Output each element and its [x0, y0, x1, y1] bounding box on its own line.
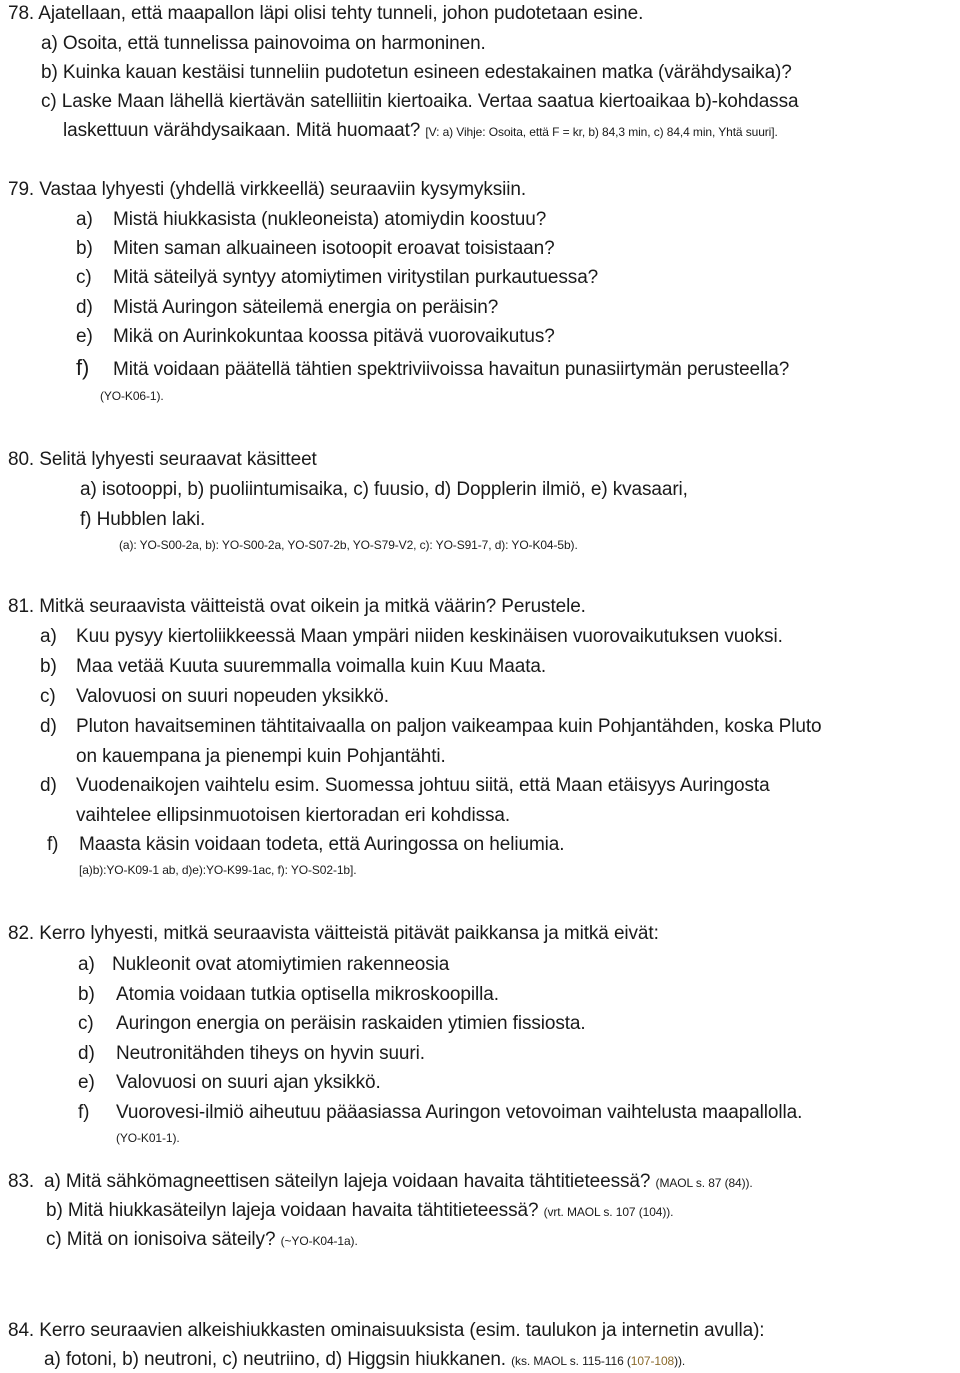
list-item-text: Miten saman alkuaineen isotoopit eroavat toisistaan? [113, 238, 555, 259]
list-item: c) [78, 1013, 94, 1034]
list-item: a) [76, 209, 93, 230]
list-item-text: Atomia voidaan tutkia optisella mikroskoopilla. [116, 984, 499, 1005]
list-item: d) [76, 297, 93, 318]
list-item: c) [40, 686, 56, 707]
list-item: b) [76, 238, 93, 259]
q83-b-ref: (vrt. MAOL s. 107 (104)). [543, 1205, 674, 1219]
q84-ref-pages: 107-108 [630, 1354, 675, 1368]
q83-number: 83. [8, 1171, 35, 1192]
q83-item-a: a) Mitä sähkömagneettisen säteilyn lajeja voidaan havaita tähtitieteessä? (MAOL s. 87 (84)). [44, 1171, 753, 1192]
list-item: b) [78, 984, 95, 1005]
list-item-text: Pluton havaitseminen tähtitaivaalla on paljon vaikeampaa kuin Pohjantähden, koska Pluto [76, 716, 822, 737]
q78-hint: [V: a) Vihje: Osoita, että F = kr, b) 84,3 min, c) 84,4 min, Yhtä suuri]. [425, 125, 778, 139]
q80-ref: (a): YO-S00-2a, b): YO-S00-2a, YO-S07-2b, YO-S79-V2, c): YO-S91-7, d): YO-K04-5b). [119, 538, 578, 552]
list-item: f) [78, 1102, 90, 1123]
q78-title: 78. Ajatellaan, että maapallon läpi olisi tehty tunneli, johon pudotetaan esine. [8, 3, 644, 24]
q83-a-ref: (MAOL s. 87 (84)). [655, 1176, 753, 1190]
q79-ref: (YO-K06-1). [100, 389, 164, 403]
q81-ref: [a)b):YO-K09-1 ab, d)e):YO-K99-1ac, f): YO-S02-1b]. [79, 863, 357, 877]
list-item-text: Valovuosi on suuri ajan yksikkö. [116, 1072, 381, 1093]
list-item-text: Maa vetää Kuuta suuremmalla voimalla kuin Kuu Maata. [76, 656, 547, 677]
q78-item-c2: laskettuun värähdysaikaan. Mitä huomaat? [63, 120, 421, 141]
list-item-text: on kauempana ja pienempi kuin Pohjantähti. [76, 746, 446, 767]
list-item-text: Mistä Auringon säteilemä energia on peräisin? [113, 297, 499, 318]
list-item: d) [78, 1043, 95, 1064]
list-item-text: Vuodenaikojen vaihtelu esim. Suomessa johtuu siitä, että Maan etäisyys Auringosta [76, 775, 770, 796]
q83-item-c: c) Mitä on ionisoiva säteily? (~YO-K04-1a). [46, 1229, 358, 1250]
list-item-text: Nukleonit ovat atomiytimien rakenneosia [112, 954, 450, 975]
q80-line1: a) isotooppi, b) puoliintumisaika, c) fuusio, d) Dopplerin ilmiö, e) kvasaari, [80, 479, 688, 500]
list-item-text: Mikä on Aurinkokuntaa koossa pitävä vuorovaikutus? [113, 326, 555, 347]
list-item-text: Valovuosi on suuri nopeuden yksikkö. [76, 686, 389, 707]
q84-ref: (ks. MAOL s. 115-116 (107-108)). [511, 1354, 686, 1368]
q78-item-b: b) Kuinka kauan kestäisi tunneliin pudotetun esineen edestakainen matka (värähdysaika)? [41, 62, 792, 83]
list-item: c) [76, 267, 92, 288]
list-item: e) [76, 326, 93, 347]
q78-item-c-cont [63, 119, 778, 144]
list-item-text: Kuu pysyy kiertoliikkeessä Maan ympäri niiden keskinäisen vuorovaikutuksen vuoksi. [76, 626, 783, 647]
q79-title: 79. Vastaa lyhyesti (yhdellä virkkeellä) seuraaviin kysymyksiin. [8, 179, 527, 200]
list-item-text: Vuorovesi-ilmiö aiheutuu pääasiassa Auringon vetovoiman vaihtelusta maapallolla. [116, 1102, 803, 1123]
list-item: a) [78, 954, 95, 975]
list-item-text: Mitä säteilyä syntyy atomiytimen viritystilan purkautuessa? [113, 267, 599, 288]
q80-line2: f) Hubblen laki. [80, 509, 206, 530]
q78-item-a: a) Osoita, että tunnelissa painovoima on harmoninen. [41, 33, 486, 54]
list-item: a) [40, 626, 57, 647]
q83-c-ref: (~YO-K04-1a). [280, 1234, 358, 1248]
list-item: d) [40, 775, 57, 796]
list-item-text: Maasta käsin voidaan todeta, että Auringossa on heliumia. [79, 834, 565, 855]
list-item-text: Mistä hiukkasista (nukleoneista) atomiydin koostuu? [113, 209, 547, 230]
list-item-text: vaihtelee ellipsinmuotoisen kiertoradan eri kohdissa. [76, 805, 511, 826]
q78-item-c: c) Laske Maan lähellä kiertävän satelliitin kiertoaika. Vertaa saatua kiertoaikaa b)-kohdassa [41, 91, 799, 112]
list-item: b) [40, 656, 57, 677]
list-item-text: Neutronitähden tiheys on hyvin suuri. [116, 1043, 425, 1064]
q82-ref: (YO-K01-1). [116, 1131, 180, 1145]
q82-title: 82. Kerro lyhyesti, mitkä seuraavista väitteistä pitävät paikkansa ja mitkä eivät: [8, 923, 659, 944]
q84-line: a) fotoni, b) neutroni, c) neutriino, d) Higgsin hiukkanen. (ks. MAOL s. 115-116 (107-108)). [44, 1349, 686, 1370]
list-item: e) [78, 1072, 95, 1093]
q80-title: 80. Selitä lyhyesti seuraavat käsitteet [8, 449, 317, 470]
list-item: f) [47, 834, 59, 855]
list-item-text: Auringon energia on peräisin raskaiden ytimien fissiosta. [116, 1013, 586, 1034]
q84-title: 84. Kerro seuraavien alkeishiukkasten ominaisuuksista (esim. taulukon ja internetin avulla): [8, 1320, 765, 1341]
q83-item-b: b) Mitä hiukkasäteilyn lajeja voidaan havaita tähtitieteessä? (vrt. MAOL s. 107 (104)). [46, 1200, 674, 1221]
list-item-text: Mitä voidaan päätellä tähtien spektriviivoissa havaitun punasiirtymän perusteella? [113, 359, 790, 380]
list-item: f) [76, 355, 90, 380]
q81-title: 81. Mitkä seuraavista väitteistä ovat oikein ja mitkä väärin? Perustele. [8, 596, 586, 617]
list-item: d) [40, 716, 57, 737]
